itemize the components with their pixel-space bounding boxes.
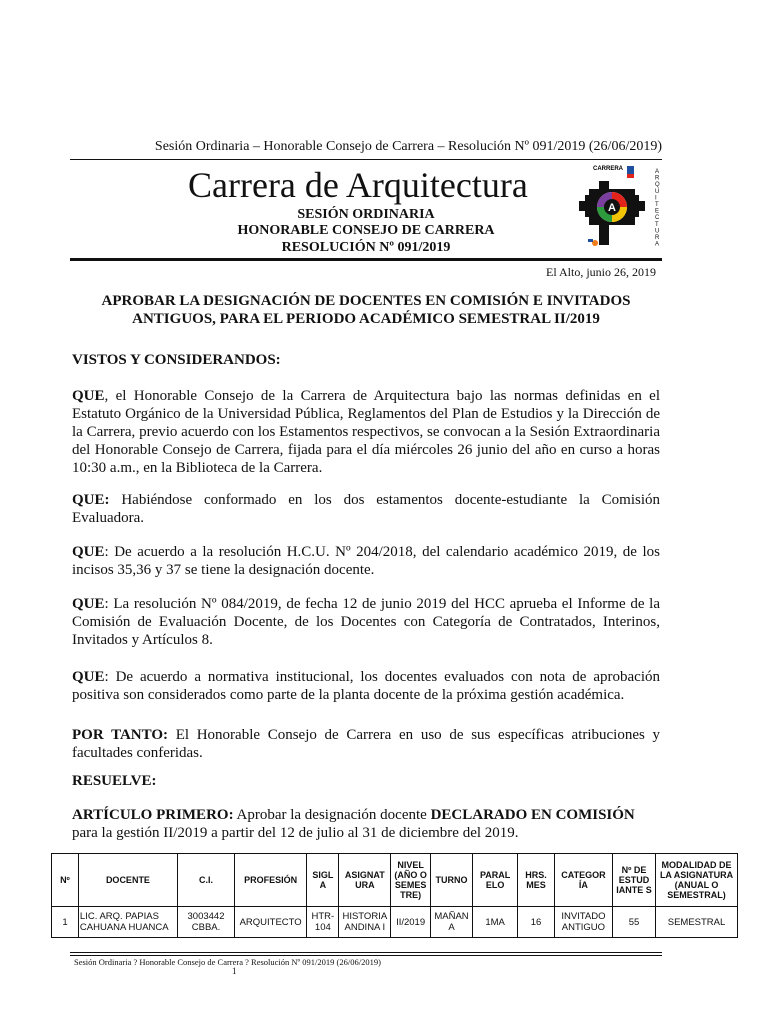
header-bottom-rule (70, 258, 662, 261)
logo-side-letter: Q (655, 182, 660, 189)
articulo-label: ARTÍCULO PRIMERO: (72, 807, 234, 823)
table-header-cell: SIGL A (307, 854, 339, 907)
table-header-cell: CATEGOR ÍA (554, 854, 612, 907)
table-cell: HISTORIA ANDINA I (339, 907, 391, 938)
considerando-text: : De acuerdo a la resolución H.C.U. Nº 204/2018, del calendario académico 2019, de los incisos 35,36 y 37 se tiene la designación docente. (72, 544, 660, 578)
table-header-cell: PROFESIÓN (235, 854, 307, 907)
que-label: QUE (72, 596, 105, 612)
table-cell: MAÑAN A (431, 907, 473, 938)
logo-top-text: CARRERA (593, 166, 623, 172)
carrera-arquitectura-logo (575, 163, 667, 253)
table-header-cell: PARAL ELO (473, 854, 518, 907)
place-date: El Alto, junio 26, 2019 (545, 265, 656, 279)
table-header-cell: C.I. (177, 854, 234, 907)
logo-side-letter: T (655, 202, 659, 208)
table-header-row (52, 854, 738, 907)
table-cell: 1MA (473, 907, 518, 938)
table-header-cell: MODALIDAD DE LA ASIGNATURA (ANUAL O SEMESTRAL) (656, 854, 738, 907)
considerando-text: Habiéndose conformado en los dos estamentos docente-estudiante la Comisión Evaluadora. (72, 492, 660, 526)
considerando-text: : De acuerdo a normativa institucional, los docentes evaluados con nota de aprobación positiva son considerados como parte de la planta docente de la próxima gestión académica. (72, 669, 660, 703)
vistos-heading: VISTOS Y CONSIDERANDOS: (72, 352, 281, 368)
considerando-text: , el Honorable Consejo de la Carrera de Arquitectura bajo las normas definidas en el Estatuto Orgánico de la Universidad Pública, Reglamentos del Plan de Estudios y la Dirección de la Carrera, previo acuerdo con los Estamentos respectivos, se convocan a la Sesión Extraordinaria del Honorable Consejo de Carrera, fijada para el día miércoles 26 junio del año en curso a horas 10:30 a.m., en la Biblioteca de la Carrera. (72, 388, 660, 476)
table-row (52, 907, 738, 938)
considerando-3 (72, 543, 660, 579)
articulo-period: para la gestión II/2019 a partir del 12 de julio al 31 de diciembre del 2019. (72, 825, 519, 841)
que-label: QUE: (72, 492, 110, 508)
table-cell: 1 (52, 907, 79, 938)
table-header-cell: DOCENTE (78, 854, 177, 907)
considerando-4 (72, 595, 660, 649)
logo-side-letter: A (655, 169, 660, 175)
articulo-primero (72, 806, 660, 842)
table-cell: INVITADO ANTIGUO (554, 907, 612, 938)
council-subtitle: HONORABLE CONSEJO DE CARRERA (237, 223, 495, 238)
logo-side-letter: A (655, 241, 660, 248)
table-header-cell: Nº DE ESTUD IANTE S (612, 854, 655, 907)
considerando-2 (72, 491, 660, 527)
resuelve-heading: RESUELVE: (72, 773, 157, 789)
logo-side-letter: E (655, 208, 660, 215)
footer-rule (70, 952, 662, 953)
resolution-title (90, 292, 642, 328)
por-tanto-text: El Honorable Consejo de Carrera en uso de sus específicas atribuciones y facultades conferidas. (72, 727, 660, 761)
table-cell: LIC. ARQ. PAPIAS CAHUANA HUANCA (78, 907, 177, 938)
table-cell: ARQUITECTO (235, 907, 307, 938)
table-header-cell: ASIGNAT URA (339, 854, 391, 907)
table-cell: HTR-104 (307, 907, 339, 938)
table-cell: 16 (518, 907, 555, 938)
logo-side-letter: U (655, 228, 660, 235)
footer-rule (70, 955, 662, 956)
logo-side-letter: R (655, 175, 660, 182)
considerando-5 (72, 668, 660, 704)
table-header-cell: HRS. MES (518, 854, 555, 907)
que-label: QUE (72, 388, 105, 404)
logo-side-letter: C (655, 215, 660, 222)
logo-side-letter: R (655, 235, 660, 241)
considerando-1 (72, 387, 660, 477)
logo-side-letter: I (655, 195, 657, 202)
que-label: QUE (72, 669, 105, 685)
logo-side-letter: T (655, 221, 659, 228)
table-header-cell: TURNO (431, 854, 473, 907)
running-header: Sesión Ordinaria – Honorable Consejo de Carrera – Resolución Nº 091/2019 (26/06/2019) (154, 139, 662, 154)
logo-center-letter: A (608, 202, 616, 214)
table-cell: II/2019 (391, 907, 431, 938)
resolution-subtitle: RESOLUCIÓN Nº 091/2019 (281, 240, 451, 255)
table-cell: SEMESTRAL (656, 907, 738, 938)
articulo-text: Aprobar la designación docente (233, 807, 431, 823)
table-cell: 3003442 CBBA. (177, 907, 234, 938)
logo-side-letter: U (655, 188, 660, 195)
brand-title: Carrera de Arquitectura (188, 165, 528, 205)
page-number: 1 (232, 966, 237, 976)
por-tanto (72, 726, 660, 762)
header-divider (70, 159, 662, 160)
title-line-2: ANTIGUOS, PARA EL PERIODO ACADÉMICO SEMESTRAL II/2019 (132, 311, 600, 327)
designation-table (51, 853, 738, 938)
table-header-cell: NIVEL (AÑO O SEMES TRE) (391, 854, 431, 907)
table-body (52, 907, 738, 938)
table-cell: 55 (612, 907, 655, 938)
por-tanto-label: POR TANTO: (72, 727, 169, 743)
articulo-emphasis: DECLARADO EN COMISIÓN (430, 807, 635, 823)
running-footer: Sesión Ordinaria ? Honorable Consejo de Carrera ? Resolución Nº 091/2019 (26/06/2019) (74, 957, 381, 967)
que-label: QUE (72, 544, 105, 560)
table-header-cell: Nº (52, 854, 79, 907)
considerando-text: : La resolución Nº 084/2019, de fecha 12 de junio 2019 del HCC aprueba el Informe de la Comisión de Evaluación Docente, de los Docentes con Categoría de Contratados, Interinos, Invitados y Artículos 8. (72, 596, 660, 648)
logo-side-text (655, 169, 660, 248)
session-subtitle: SESIÓN ORDINARIA (297, 207, 435, 222)
title-line-1: APROBAR LA DESIGNACIÓN DE DOCENTES EN COMISIÓN E INVITADOS (101, 293, 631, 309)
